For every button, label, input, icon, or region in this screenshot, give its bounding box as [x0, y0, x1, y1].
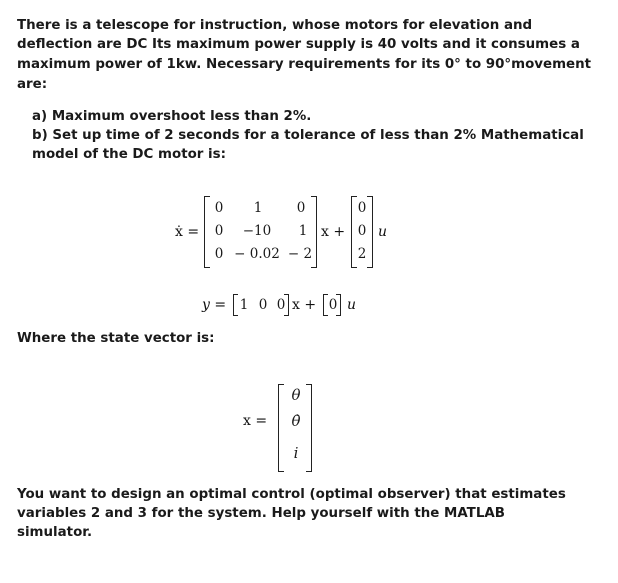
matrix-a-cell: 1	[298, 223, 308, 239]
state-vector-entry: i	[293, 444, 299, 462]
output-eq-x-plus: x +	[292, 297, 317, 313]
matrix-b-cell: 2	[357, 246, 367, 262]
closing-line-3: simulator.	[17, 525, 93, 540]
matrix-a-cell: −10	[242, 223, 272, 239]
requirement-a: a) Maximum overshoot less than 2%.	[32, 109, 312, 124]
requirement-b-line-1: b) Set up time of 2 seconds for a tolerance of less than 2% Mathematical	[32, 128, 584, 143]
matrix-a-cell: 0	[296, 200, 306, 216]
state-eq-lhs: ẋ =	[175, 224, 200, 240]
matrix-a-cell: − 2	[287, 246, 313, 262]
matrix-d-right-bracket	[336, 294, 341, 316]
matrix-c-cell: 1	[239, 297, 249, 313]
matrix-d-cell: 0	[328, 297, 338, 313]
matrix-a-cell: 0	[214, 223, 224, 239]
state-vector-lhs: x =	[243, 413, 268, 429]
matrix-a-cell: 1	[253, 200, 263, 216]
intro-line-3: maximum power of 1kw. Necessary requirements for its 0° to 90°movement	[17, 57, 592, 72]
state-eq-u: u	[378, 224, 388, 240]
matrix-a-cell: − 0.02	[234, 246, 280, 262]
intro-line-1: There is a telescope for instruction, whose motors for elevation and	[17, 18, 533, 33]
closing-line-1: You want to design an optimal control (optimal observer) that estimates	[17, 487, 566, 502]
matrix-a-cell: 0	[214, 246, 224, 262]
closing-line-2: variables 2 and 3 for the system. Help yourself with the MATLAB	[17, 506, 505, 521]
requirement-b-line-2: model of the DC motor is:	[32, 147, 226, 162]
matrix-b-cell: 0	[357, 200, 367, 216]
state-vector-entry: θ̇	[291, 412, 301, 430]
matrix-c-right-bracket	[284, 294, 289, 316]
matrix-b-cell: 0	[357, 223, 367, 239]
output-eq-lhs: y =	[202, 297, 227, 313]
state-vector-label: Where the state vector is:	[17, 331, 215, 346]
matrix-c-cell: 0	[276, 297, 286, 313]
matrix-a-cell: 0	[214, 200, 224, 216]
state-eq-x-plus: x +	[321, 224, 346, 240]
state-vector-entry: θ	[291, 386, 301, 404]
intro-line-2: deflection are DC Its maximum power supply is 40 volts and it consumes a	[17, 37, 580, 52]
matrix-c-cell: 0	[258, 297, 268, 313]
intro-line-4: are:	[17, 77, 48, 92]
output-eq-u: u	[347, 297, 357, 313]
